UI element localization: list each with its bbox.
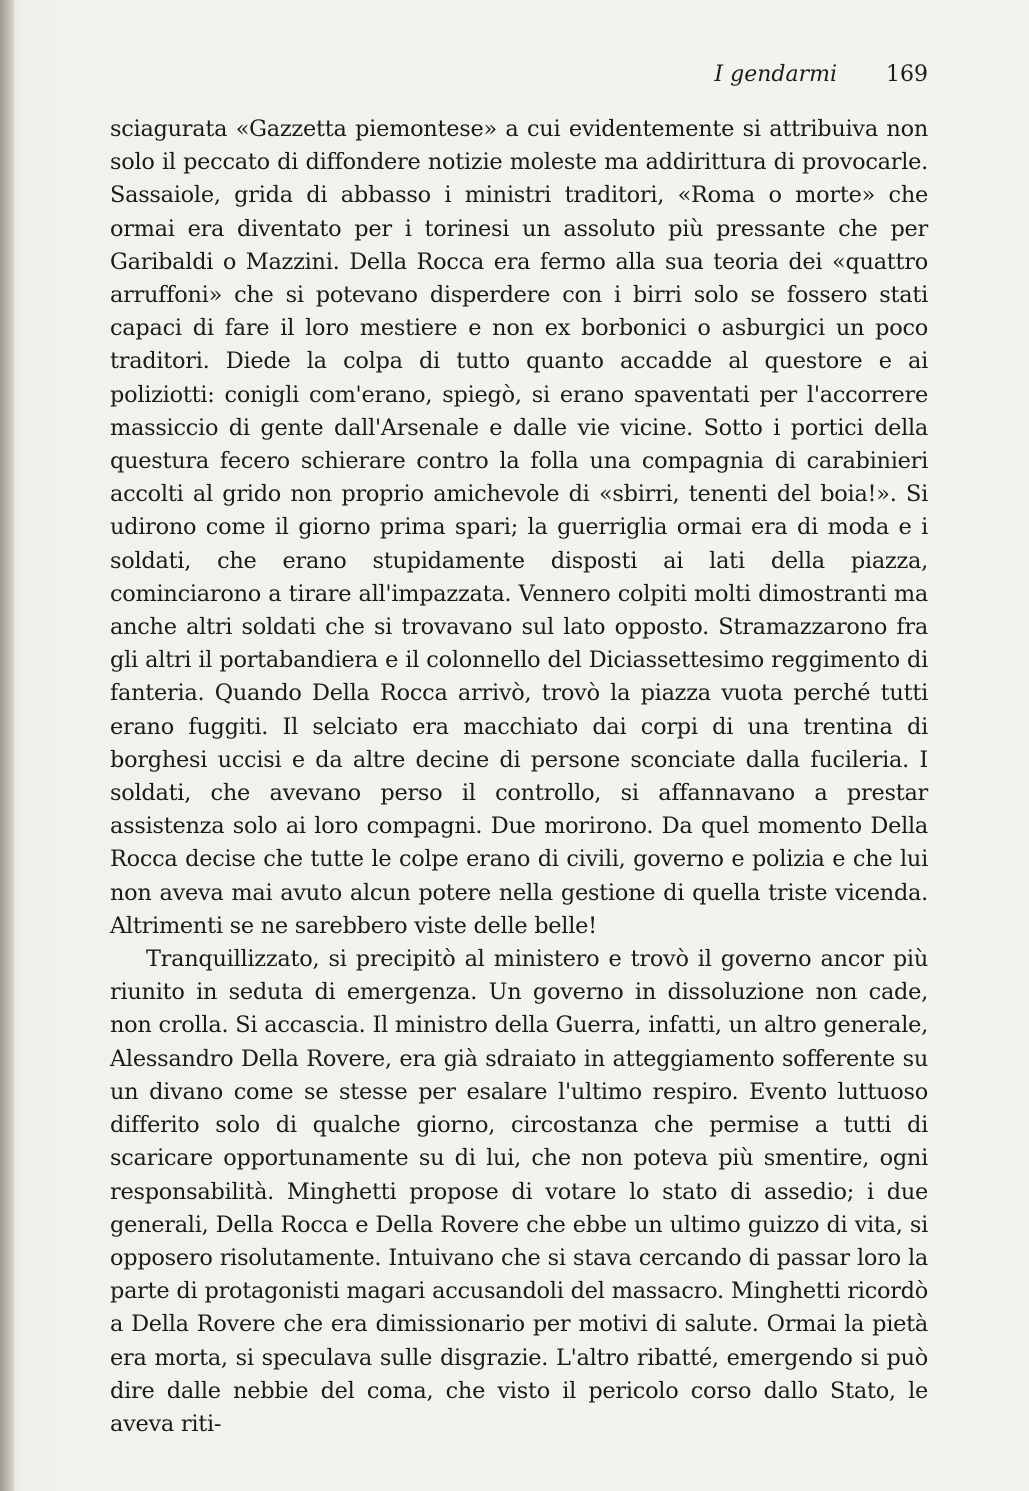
running-header [0,62,928,87]
paragraph-2: Tranquillizzato, si precipitò al ministero e trovò il governo ancor più riunito in seduta di emergenza. Un governo in dissoluzione non cade, non crolla. Si accascia. Il ministro della Guerra, infatti, un altro generale, Alessandro Della Rovere, era già sdraiato in atteggiamento sofferente su un divano come se stesse per esalare l'ultimo respiro. Evento luttuoso differito solo di qualche giorno, circostanza che permise a tutti di scaricare opportunamente su di lui, che non poteva più smentire, ogni responsabilità. Minghetti propose di votare lo stato di assedio; i due generali, Della Rocca e Della Rovere che ebbe un ultimo guizzo di vita, si opposero risolutamente. Intuivano che si stava cercando di passar loro la parte di protagonisti magari accusandoli del massacro. Minghetti ricordò a Della Rovere che era dimissionario per motivi di salute. Ormai la pietà era morta, si speculava sulle disgrazie. L'altro ribatté, emergendo si può dire dalle nebbie del coma, che visto il pericolo corso dallo Stato, le aveva riti- [110,946,928,1437]
book-spine-shadow [0,0,14,1491]
page-number: 169 [886,62,928,87]
chapter-title: I gendarmi [714,62,837,87]
body-text [110,113,928,1441]
paragraph-1: sciagurata «Gazzetta piemontese» a cui evidentemente si attribuiva non solo il peccato di diffondere notizie moleste ma addirittura di provocarle. Sassaiole, grida di abbasso i ministri traditori, «Roma o morte» che ormai era diventato per i torinesi un assoluto più pressante che per Garibaldi o Mazzini. Della Rocca era fermo alla sua teoria dei «quattro arruffoni» che si potevano disperdere con i birri solo se fossero stati capaci di fare il loro mestiere e non ex borbonici o asburgici un poco traditori. Diede la colpa di tutto quanto accadde al questore e ai poliziotti: conigli com'erano, spiegò, si erano spaventati per l'accorrere massiccio di gente dall'Arsenale e dalle vie vicine. Sotto i portici della questura fecero schierare contro la folla una compagnia di carabinieri accolti al grido non proprio amichevole di «sbirri, tenenti del boia!». Si udirono come il giorno prima spari; la guerriglia ormai era di moda e i soldati, che erano stupidamente disposti ai lati della piazza, cominciarono a tirare all'impazzata. Vennero colpiti molti dimostranti ma anche altri soldati che si trovavano sul lato opposto. Stramazzarono fra gli altri il portabandiera e il colonnello del Diciassettesimo reggimento di fanteria. Quando Della Rocca arrivò, trovò la piazza vuota perché tutti erano fuggiti. Il selciato era macchiato dai corpi di una trentina di borghesi uccisi e da altre decine di persone sconciate dalla fucileria. I soldati, che avevano perso il controllo, si affannavano a prestar assistenza solo ai loro compagni. Due morirono. Da quel momento Della Rocca decise che tutte le colpe erano di civili, governo e polizia e che lui non aveva mai avuto alcun potere nella gestione di quella triste vicenda. Altrimenti se ne sarebbero viste delle belle! [110,116,928,939]
